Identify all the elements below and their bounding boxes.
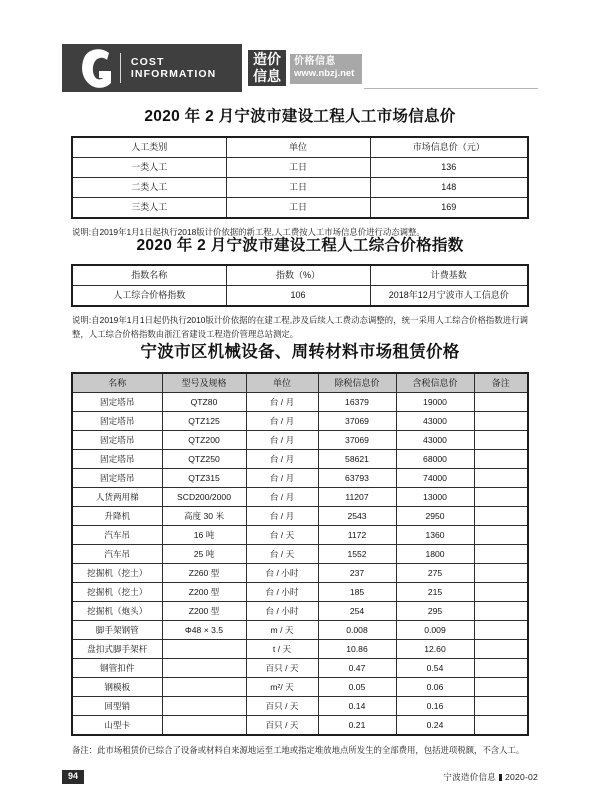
cell-unit: 台 / 天 (246, 545, 318, 564)
table-row (72, 640, 528, 659)
table-row (72, 507, 528, 526)
cell-price-incl-tax: 2950 (396, 507, 474, 526)
cell-model-spec: 25 吨 (162, 545, 246, 564)
cell-price-excl-tax: 254 (318, 602, 396, 621)
cell-model-spec: Z260 型 (162, 564, 246, 583)
cell-price-incl-tax: 0.06 (396, 678, 474, 697)
cell-model-spec: Z200 型 (162, 602, 246, 621)
cell-remark (474, 507, 528, 526)
cell-name: 挖掘机（挖土） (72, 583, 162, 602)
cell-name: 脚手架钢管 (72, 621, 162, 640)
cell-model-spec (162, 640, 246, 659)
cell-unit: 百只 / 天 (246, 659, 318, 678)
cell-price: 148 (370, 178, 528, 198)
cell-price-excl-tax: 63793 (318, 469, 396, 488)
cell-name: 人货两用梯 (72, 488, 162, 507)
table-row (72, 583, 528, 602)
section2-note: 说明:自2019年1月1日起仍执行2010版计价依据的在建工程,涉及后续人工费动态调整的，统一采用人工综合价格指数进行调整，人工综合价格指数由浙江省建设工程造价管理总站测定。 (72, 315, 528, 339)
col-header-price-excl-tax: 除税信息价 (318, 373, 396, 393)
cell-price-incl-tax: 43000 (396, 412, 474, 431)
cell-unit: 台 / 月 (246, 507, 318, 526)
cell-model-spec: Z200 型 (162, 583, 246, 602)
cell-model-spec: 高度 30 米 (162, 507, 246, 526)
section-equipment-rental-price (0, 338, 600, 758)
cell-labor-type: 二类人工 (72, 178, 226, 198)
cell-model-spec (162, 659, 246, 678)
cell-fee-base: 2018年12月宁波市人工信息价 (370, 286, 528, 307)
table-header-row (72, 137, 528, 158)
table-row (72, 198, 528, 219)
table-row (72, 526, 528, 545)
cell-remark (474, 659, 528, 678)
cell-price-incl-tax: 43000 (396, 431, 474, 450)
section-labor-market-price (0, 104, 600, 240)
cell-unit: 台 / 月 (246, 450, 318, 469)
cell-unit: 台 / 小时 (246, 602, 318, 621)
zaojia-xinxi-logo (248, 50, 286, 86)
cell-index-value: 106 (226, 286, 370, 307)
cell-remark (474, 393, 528, 412)
cell-index-name: 人工综合价格指数 (72, 286, 226, 307)
cell-name: 挖掘机（炮头） (72, 602, 162, 621)
cell-name: 盘扣式脚手架杆 (72, 640, 162, 659)
col-header-model-spec: 型号及规格 (162, 373, 246, 393)
cell-remark (474, 431, 528, 450)
cell-price-excl-tax: 1172 (318, 526, 396, 545)
table-row (72, 412, 528, 431)
table-row (72, 697, 528, 716)
brand-title: COST INFORMATION (130, 56, 217, 80)
cell-price-incl-tax: 295 (396, 602, 474, 621)
col-header-unit: 单位 (246, 373, 318, 393)
table-row (72, 621, 528, 640)
cell-remark (474, 697, 528, 716)
zaojia-line-2: 信息 (253, 68, 281, 84)
cell-name: 钢管扣件 (72, 659, 162, 678)
cell-unit: 工日 (226, 198, 370, 219)
cell-price-excl-tax: 0.008 (318, 621, 396, 640)
cell-unit: m / 天 (246, 621, 318, 640)
cell-remark (474, 583, 528, 602)
publication-issue: 2020-02 (505, 772, 538, 782)
cell-price: 169 (370, 198, 528, 219)
cell-remark (474, 602, 528, 621)
cell-price-incl-tax: 215 (396, 583, 474, 602)
footer-separator-icon (499, 774, 502, 781)
cell-unit: 台 / 月 (246, 488, 318, 507)
brand-logo-block (62, 44, 242, 92)
cell-price-incl-tax: 74000 (396, 469, 474, 488)
equipment-rental-rows (72, 393, 528, 736)
cell-unit: 台 / 月 (246, 393, 318, 412)
cell-remark (474, 545, 528, 564)
cell-name: 汽车吊 (72, 545, 162, 564)
cell-price-incl-tax: 1800 (396, 545, 474, 564)
col-header-labor-type: 人工类别 (72, 137, 226, 158)
cell-remark (474, 450, 528, 469)
cell-unit: 台 / 天 (246, 526, 318, 545)
page-footer (62, 770, 538, 784)
cell-remark (474, 621, 528, 640)
cell-model-spec: SCD200/2000 (162, 488, 246, 507)
zaojia-line-1: 造价 (253, 51, 281, 67)
cell-unit: 台 / 小时 (246, 583, 318, 602)
cell-model-spec: QTZ250 (162, 450, 246, 469)
cell-remark (474, 564, 528, 583)
cell-remark (474, 526, 528, 545)
cell-remark (474, 640, 528, 659)
col-header-unit: 单位 (226, 137, 370, 158)
col-header-remark: 备注 (474, 373, 528, 393)
letter-c-icon (76, 44, 116, 92)
table-row (72, 178, 528, 198)
cell-price-incl-tax: 68000 (396, 450, 474, 469)
cell-remark (474, 716, 528, 736)
website-url: www.nbzj.net (294, 68, 355, 79)
cell-model-spec (162, 716, 246, 736)
cell-unit: t / 天 (246, 640, 318, 659)
cell-name: 钢模板 (72, 678, 162, 697)
cell-price-incl-tax: 12.60 (396, 640, 474, 659)
cell-remark (474, 469, 528, 488)
masthead-rule (364, 88, 538, 89)
cell-price-incl-tax: 0.24 (396, 716, 474, 736)
cell-name: 固定塔吊 (72, 431, 162, 450)
cell-name: 固定塔吊 (72, 412, 162, 431)
page-number: 94 (62, 770, 84, 784)
cell-price-excl-tax: 16379 (318, 393, 396, 412)
cell-name: 山型卡 (72, 716, 162, 736)
cell-unit: 工日 (226, 158, 370, 178)
cell-price-incl-tax: 0.54 (396, 659, 474, 678)
cell-name: 固定塔吊 (72, 450, 162, 469)
col-header-market-price: 市场信息价（元） (370, 137, 528, 158)
website-badge[interactable] (290, 54, 362, 84)
cell-unit: 百只 / 天 (246, 697, 318, 716)
cell-price-incl-tax: 0.009 (396, 621, 474, 640)
cell-price-incl-tax: 275 (396, 564, 474, 583)
cell-remark (474, 488, 528, 507)
cell-price-excl-tax: 237 (318, 564, 396, 583)
cell-model-spec: QTZ200 (162, 431, 246, 450)
cell-unit: 台 / 月 (246, 412, 318, 431)
brand-divider (120, 53, 121, 83)
cell-model-spec: QTZ80 (162, 393, 246, 412)
section-labor-price-index (0, 233, 600, 341)
table-row (72, 393, 528, 412)
cell-unit: 台 / 小时 (246, 564, 318, 583)
table-row (72, 450, 528, 469)
cell-price-excl-tax: 0.21 (318, 716, 396, 736)
cell-price-incl-tax: 0.16 (396, 697, 474, 716)
col-header-name: 名称 (72, 373, 162, 393)
cell-name: 固定塔吊 (72, 469, 162, 488)
cell-price-incl-tax: 19000 (396, 393, 474, 412)
cell-unit: m²/ 天 (246, 678, 318, 697)
cell-name: 升降机 (72, 507, 162, 526)
cell-name: 回型销 (72, 697, 162, 716)
cell-name: 挖掘机（挖土） (72, 564, 162, 583)
cell-name: 汽车吊 (72, 526, 162, 545)
cell-price-excl-tax: 37069 (318, 412, 396, 431)
cell-unit: 百只 / 天 (246, 716, 318, 736)
col-header-fee-base: 计费基数 (370, 265, 528, 286)
table-row (72, 716, 528, 736)
cell-price-excl-tax: 0.14 (318, 697, 396, 716)
table-header-row (72, 373, 528, 393)
labor-price-index-table (71, 264, 529, 307)
equipment-rental-price-table (71, 372, 529, 736)
table-row (72, 545, 528, 564)
table-row (72, 564, 528, 583)
cell-price-excl-tax: 0.47 (318, 659, 396, 678)
cell-price-incl-tax: 1360 (396, 526, 474, 545)
table-row (72, 678, 528, 697)
cell-price-excl-tax: 1552 (318, 545, 396, 564)
cell-price-excl-tax: 58621 (318, 450, 396, 469)
table-header-row (72, 265, 528, 286)
col-header-price-incl-tax: 含税信息价 (396, 373, 474, 393)
cell-labor-type: 一类人工 (72, 158, 226, 178)
cell-remark (474, 678, 528, 697)
cell-name: 固定塔吊 (72, 393, 162, 412)
cell-remark (474, 412, 528, 431)
table-row (72, 431, 528, 450)
section1-note: 说明:自2019年1月1日起执行2018版计价依据的新工程,人工费按人工市场信息价进行动态调整。 (72, 227, 425, 237)
cell-unit: 台 / 月 (246, 431, 318, 450)
table-row (72, 286, 528, 307)
cell-price-excl-tax: 37069 (318, 431, 396, 450)
cell-unit: 工日 (226, 178, 370, 198)
cell-labor-type: 三类人工 (72, 198, 226, 219)
cell-model-spec: QTZ315 (162, 469, 246, 488)
table-row (72, 602, 528, 621)
website-badge-title: 价格信息 (294, 56, 336, 67)
cell-price-excl-tax: 2543 (318, 507, 396, 526)
cell-model-spec (162, 697, 246, 716)
cell-price-excl-tax: 0.05 (318, 678, 396, 697)
cell-price-incl-tax: 13000 (396, 488, 474, 507)
cell-unit: 台 / 月 (246, 469, 318, 488)
col-header-index-value: 指数（%） (226, 265, 370, 286)
cell-price-excl-tax: 10.86 (318, 640, 396, 659)
publication-name: 宁波造价信息 (443, 772, 497, 782)
cell-price-excl-tax: 11207 (318, 488, 396, 507)
cell-model-spec: Φ48 × 3.5 (162, 621, 246, 640)
table-row (72, 469, 528, 488)
section3-note: 备注：此市场租赁价已综合了设备或材料自来源地运至工地或指定堆放地点所发生的全部费用，包括进项税额，不含人工。 (72, 745, 525, 755)
footer-publication-info (443, 771, 538, 783)
table-row (72, 158, 528, 178)
masthead (62, 44, 538, 92)
col-header-index-name: 指数名称 (72, 265, 226, 286)
labor-market-price-table (71, 136, 529, 219)
section3-title: 宁波市区机械设备、周转材料市场租赁价格 (140, 343, 460, 361)
section1-title: 2020 年 2 月宁波市建设工程人工市场信息价 (144, 108, 456, 125)
table-row (72, 488, 528, 507)
cell-model-spec: 16 吨 (162, 526, 246, 545)
cell-price-excl-tax: 185 (318, 583, 396, 602)
cell-model-spec (162, 678, 246, 697)
cell-price: 136 (370, 158, 528, 178)
cell-model-spec: QTZ125 (162, 412, 246, 431)
table-row (72, 659, 528, 678)
section2-title: 2020 年 2 月宁波市建设工程人工综合价格指数 (136, 237, 464, 254)
